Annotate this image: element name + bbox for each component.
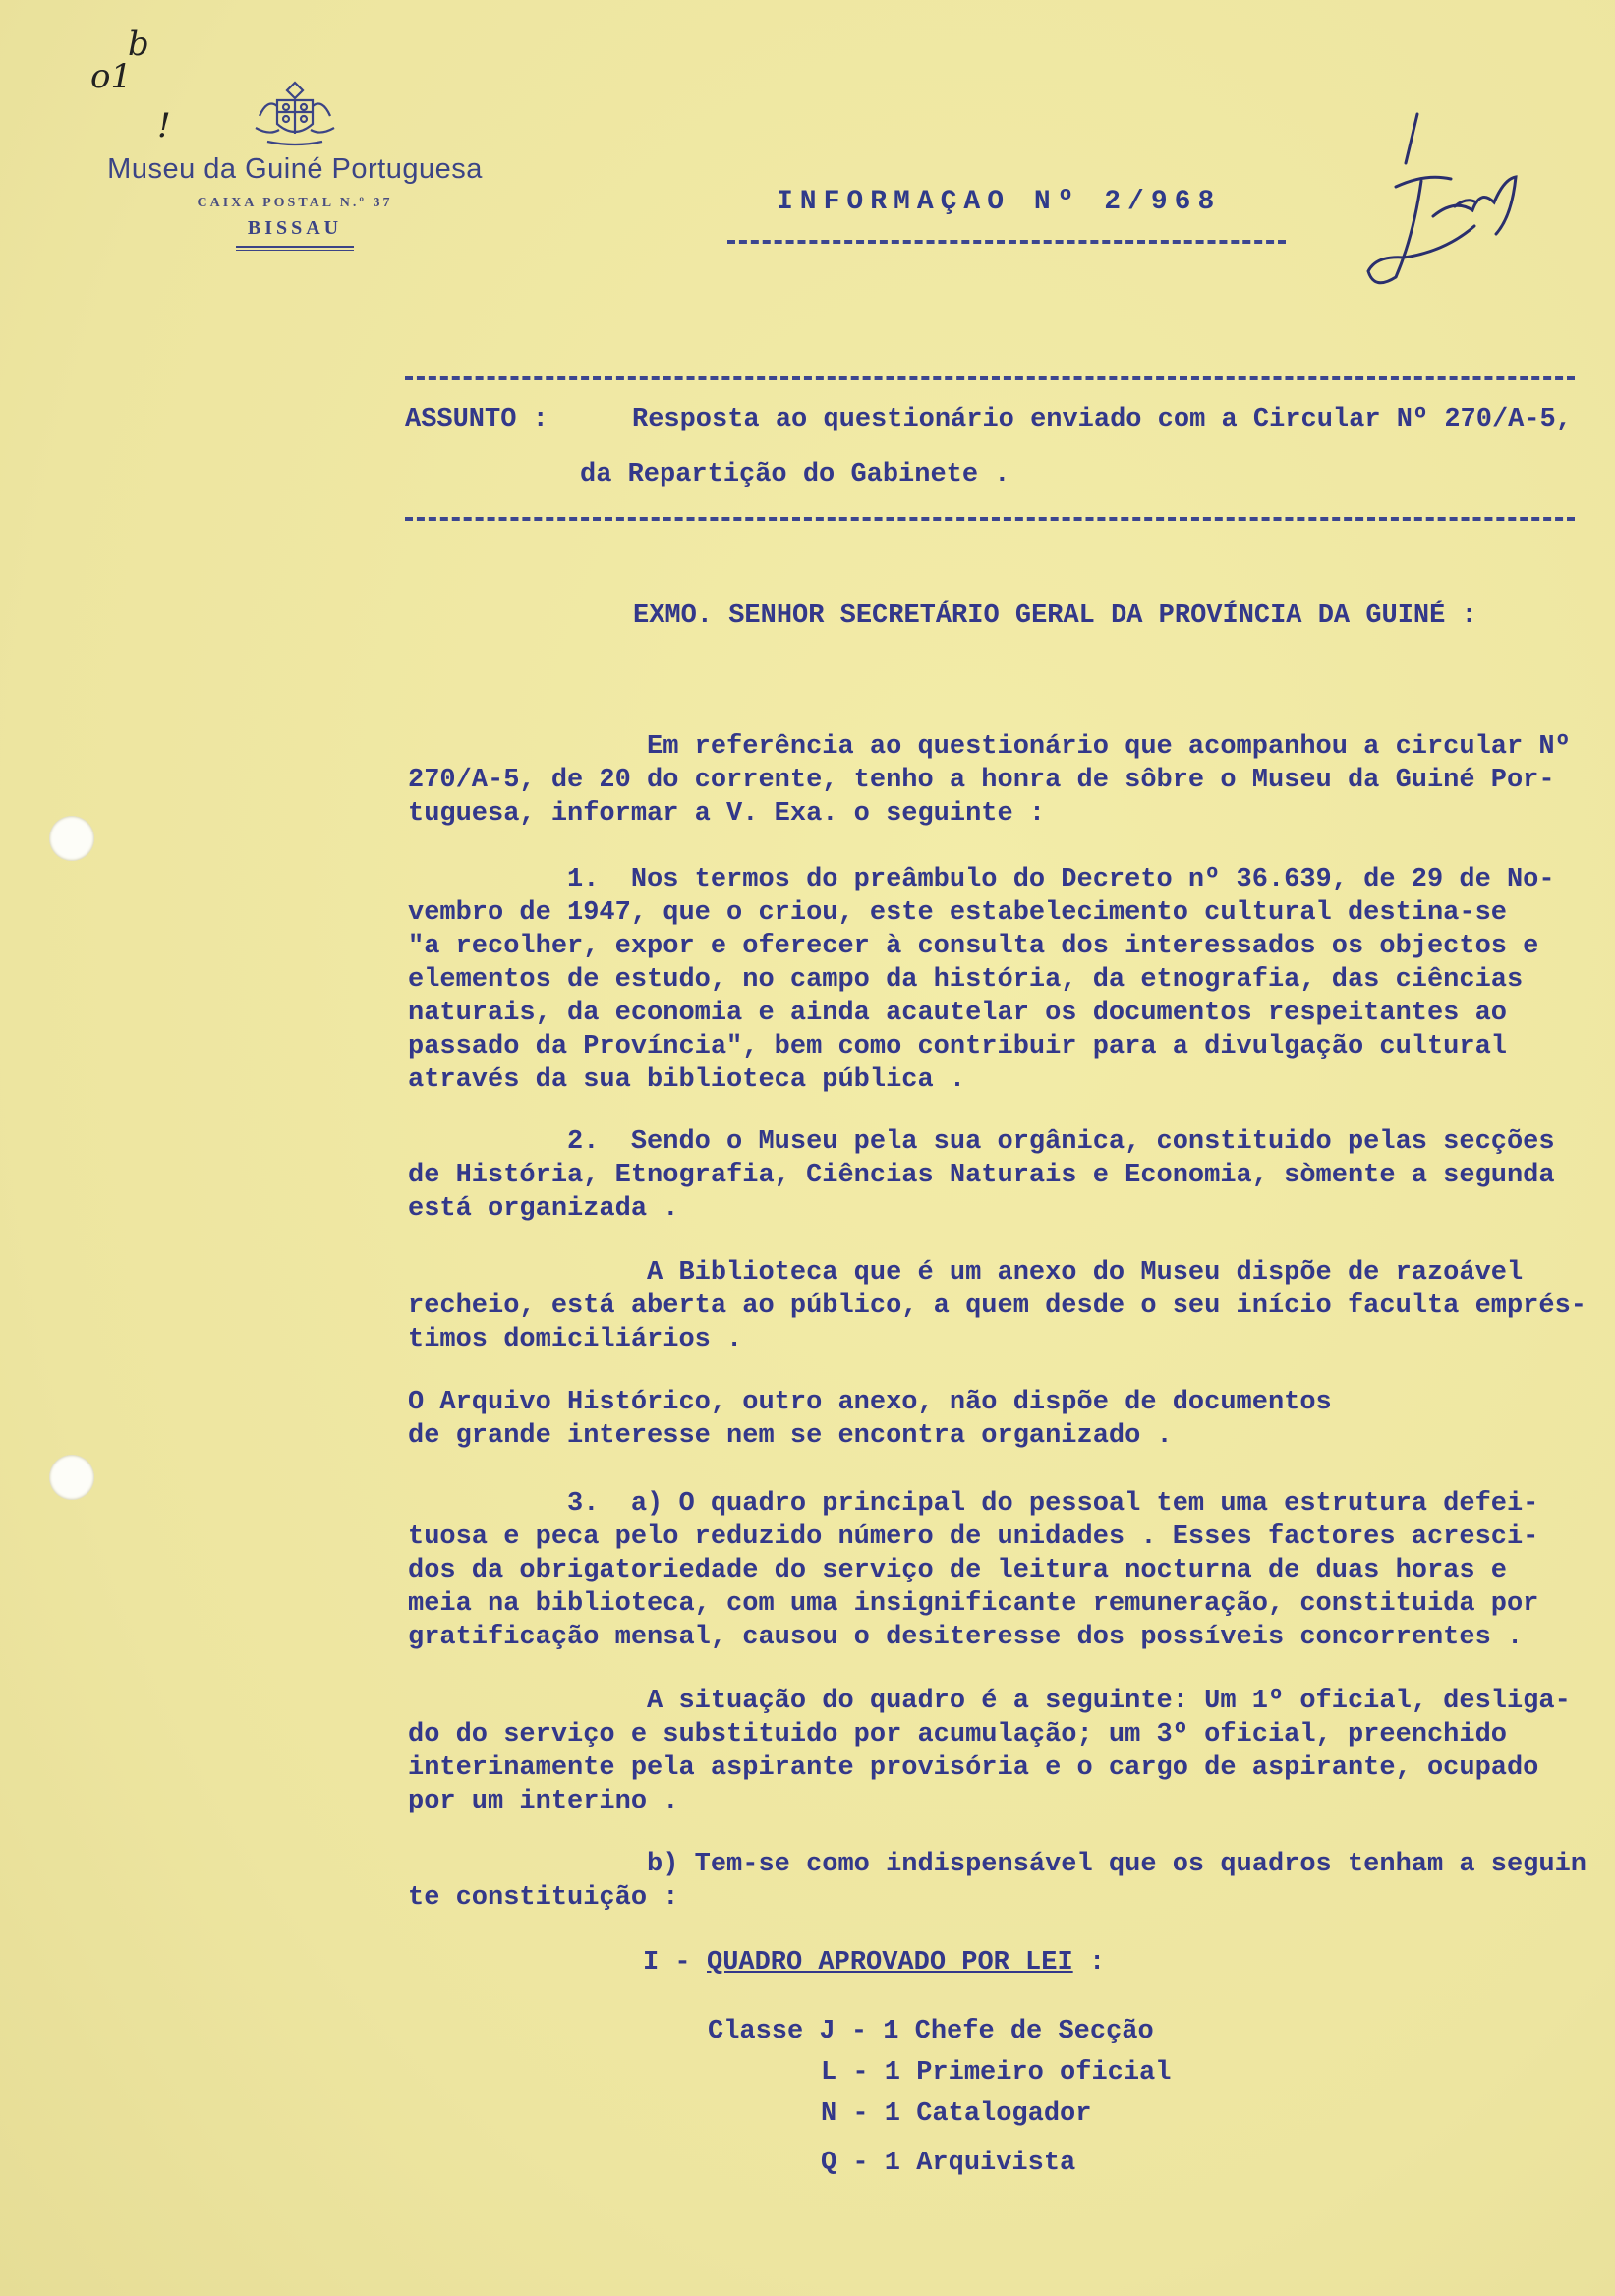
punch-hole <box>49 816 94 861</box>
class-list-item: Classe J - 1 Chefe de Secção <box>708 2017 1154 2046</box>
museum-name: Museu da Guiné Portuguesa <box>107 153 483 185</box>
handwritten-signature <box>1356 108 1533 295</box>
title-underline <box>727 240 1286 244</box>
intro-paragraph <box>408 730 1597 831</box>
text-line: gratificação mensal, causou o desiteresse dos possíveis concorrentes . <box>408 1623 1524 1652</box>
text-line: através da sua biblioteca pública . <box>408 1065 966 1095</box>
subject-text: da Repartição do Gabinete . <box>580 460 1010 489</box>
text-line: passado da Província", bem como contribuir para a divulgação cultural <box>408 1032 1507 1062</box>
text-line: Em referência ao questionário que acompanhou a circular Nº <box>408 732 1571 762</box>
text-line: tuosa e peca pelo reduzido número de unidades . Esses factores acresci- <box>408 1522 1539 1552</box>
text-line: de História, Etnografia, Ciências Naturais e Economia, sòmente a segunda <box>408 1161 1555 1190</box>
postal-box: CAIXA POSTAL N.º 37 <box>197 196 393 210</box>
text-line: O Arquivo Histórico, outro anexo, não dispõe de documentos <box>408 1388 1332 1417</box>
section-heading: QUADRO APROVADO POR LEI <box>707 1948 1073 1978</box>
subject-text: Resposta ao questionário enviado com a Circular Nº 270/A-5, <box>632 405 1572 434</box>
text-line: está organizada . <box>408 1194 679 1224</box>
paragraph-archive <box>408 1386 1597 1453</box>
text-line: por um interino . <box>408 1787 679 1816</box>
text-line: 270/A-5, de 20 do corrente, tenho a honra de sôbre o Museu da Guiné Por- <box>408 766 1555 795</box>
coat-of-arms-icon <box>248 77 342 147</box>
subject-rule-top <box>405 376 1575 380</box>
letterhead <box>79 77 511 251</box>
subject-rule-bottom <box>405 517 1575 521</box>
section-prefix: I - <box>643 1948 691 1978</box>
salutation: EXMO. SENHOR SECRETÁRIO GERAL DA PROVÍNCIA DA GUINÉ : <box>633 602 1477 631</box>
text-line: timos domiciliários . <box>408 1325 743 1354</box>
class-list-item: L - 1 Primeiro oficial <box>821 2058 1172 2088</box>
text-line: recheio, está aberta ao público, a quem desde o seu início faculta emprés- <box>408 1292 1586 1321</box>
text-line: 2. Sendo o Museu pela sua orgânica, constituido pelas secções <box>408 1127 1555 1157</box>
text-line: te constituição : <box>408 1883 679 1913</box>
paragraph-2 <box>408 1125 1597 1226</box>
text-line: vembro de 1947, que o criou, este estabelecimento cultural destina-se <box>408 898 1507 928</box>
class-list-item: Q - 1 Arquivista <box>821 2149 1076 2178</box>
paragraph-situation <box>408 1685 1597 1818</box>
punch-hole <box>49 1455 94 1500</box>
text-line: 1. Nos termos do preâmbulo do Decreto nº 36.639, de 29 de No- <box>408 865 1555 894</box>
text-line: A situação do quadro é a seguinte: Um 1º oficial, desliga- <box>408 1687 1571 1716</box>
text-line: dos da obrigatoriedade do serviço de leitura nocturna de duas horas e <box>408 1556 1507 1585</box>
text-line: A Biblioteca que é um anexo do Museu dispõe de razoável <box>408 1258 1524 1288</box>
city: BISSAU <box>247 217 343 239</box>
subject-label: ASSUNTO : <box>405 405 548 434</box>
class-list-item: N - 1 Catalogador <box>821 2099 1092 2129</box>
divider <box>236 246 354 251</box>
text-line: tuguesa, informar a V. Exa. o seguinte : <box>408 799 1046 829</box>
paragraph-3b <box>408 1848 1597 1915</box>
text-line: naturais, da economia e ainda acautelar os documentos respeitantes ao <box>408 999 1507 1028</box>
paragraph-3a <box>408 1487 1597 1654</box>
text-line: b) Tem-se como indispensável que os quadros tenham a seguin <box>408 1850 1586 1879</box>
section-colon: : <box>1089 1948 1106 1978</box>
handwritten-mark: o1 <box>90 57 133 96</box>
text-line: do do serviço e substituido por acumulação; um 3º oficial, preenchido <box>408 1720 1507 1750</box>
paragraph-1 <box>408 863 1597 1097</box>
text-line: de grande interesse nem se encontra organizado . <box>408 1421 1173 1451</box>
text-line: interinamente pela aspirante provisória e o cargo de aspirante, ocupado <box>408 1753 1539 1783</box>
document-title: INFORMAÇAO Nº 2/968 <box>777 187 1222 217</box>
text-line: "a recolher, expor e oferecer à consulta dos interessados os objectos e <box>408 932 1539 961</box>
handwritten-mark: b <box>128 25 149 64</box>
text-line: elementos de estudo, no campo da história, da etnografia, das ciências <box>408 965 1524 995</box>
paragraph-library <box>408 1256 1597 1356</box>
text-line: 3. a) O quadro principal do pessoal tem uma estrutura defei- <box>408 1489 1539 1519</box>
handwritten-mark: ! <box>157 106 171 145</box>
text-line: meia na biblioteca, com uma insignificante remuneração, constituida por <box>408 1589 1539 1619</box>
